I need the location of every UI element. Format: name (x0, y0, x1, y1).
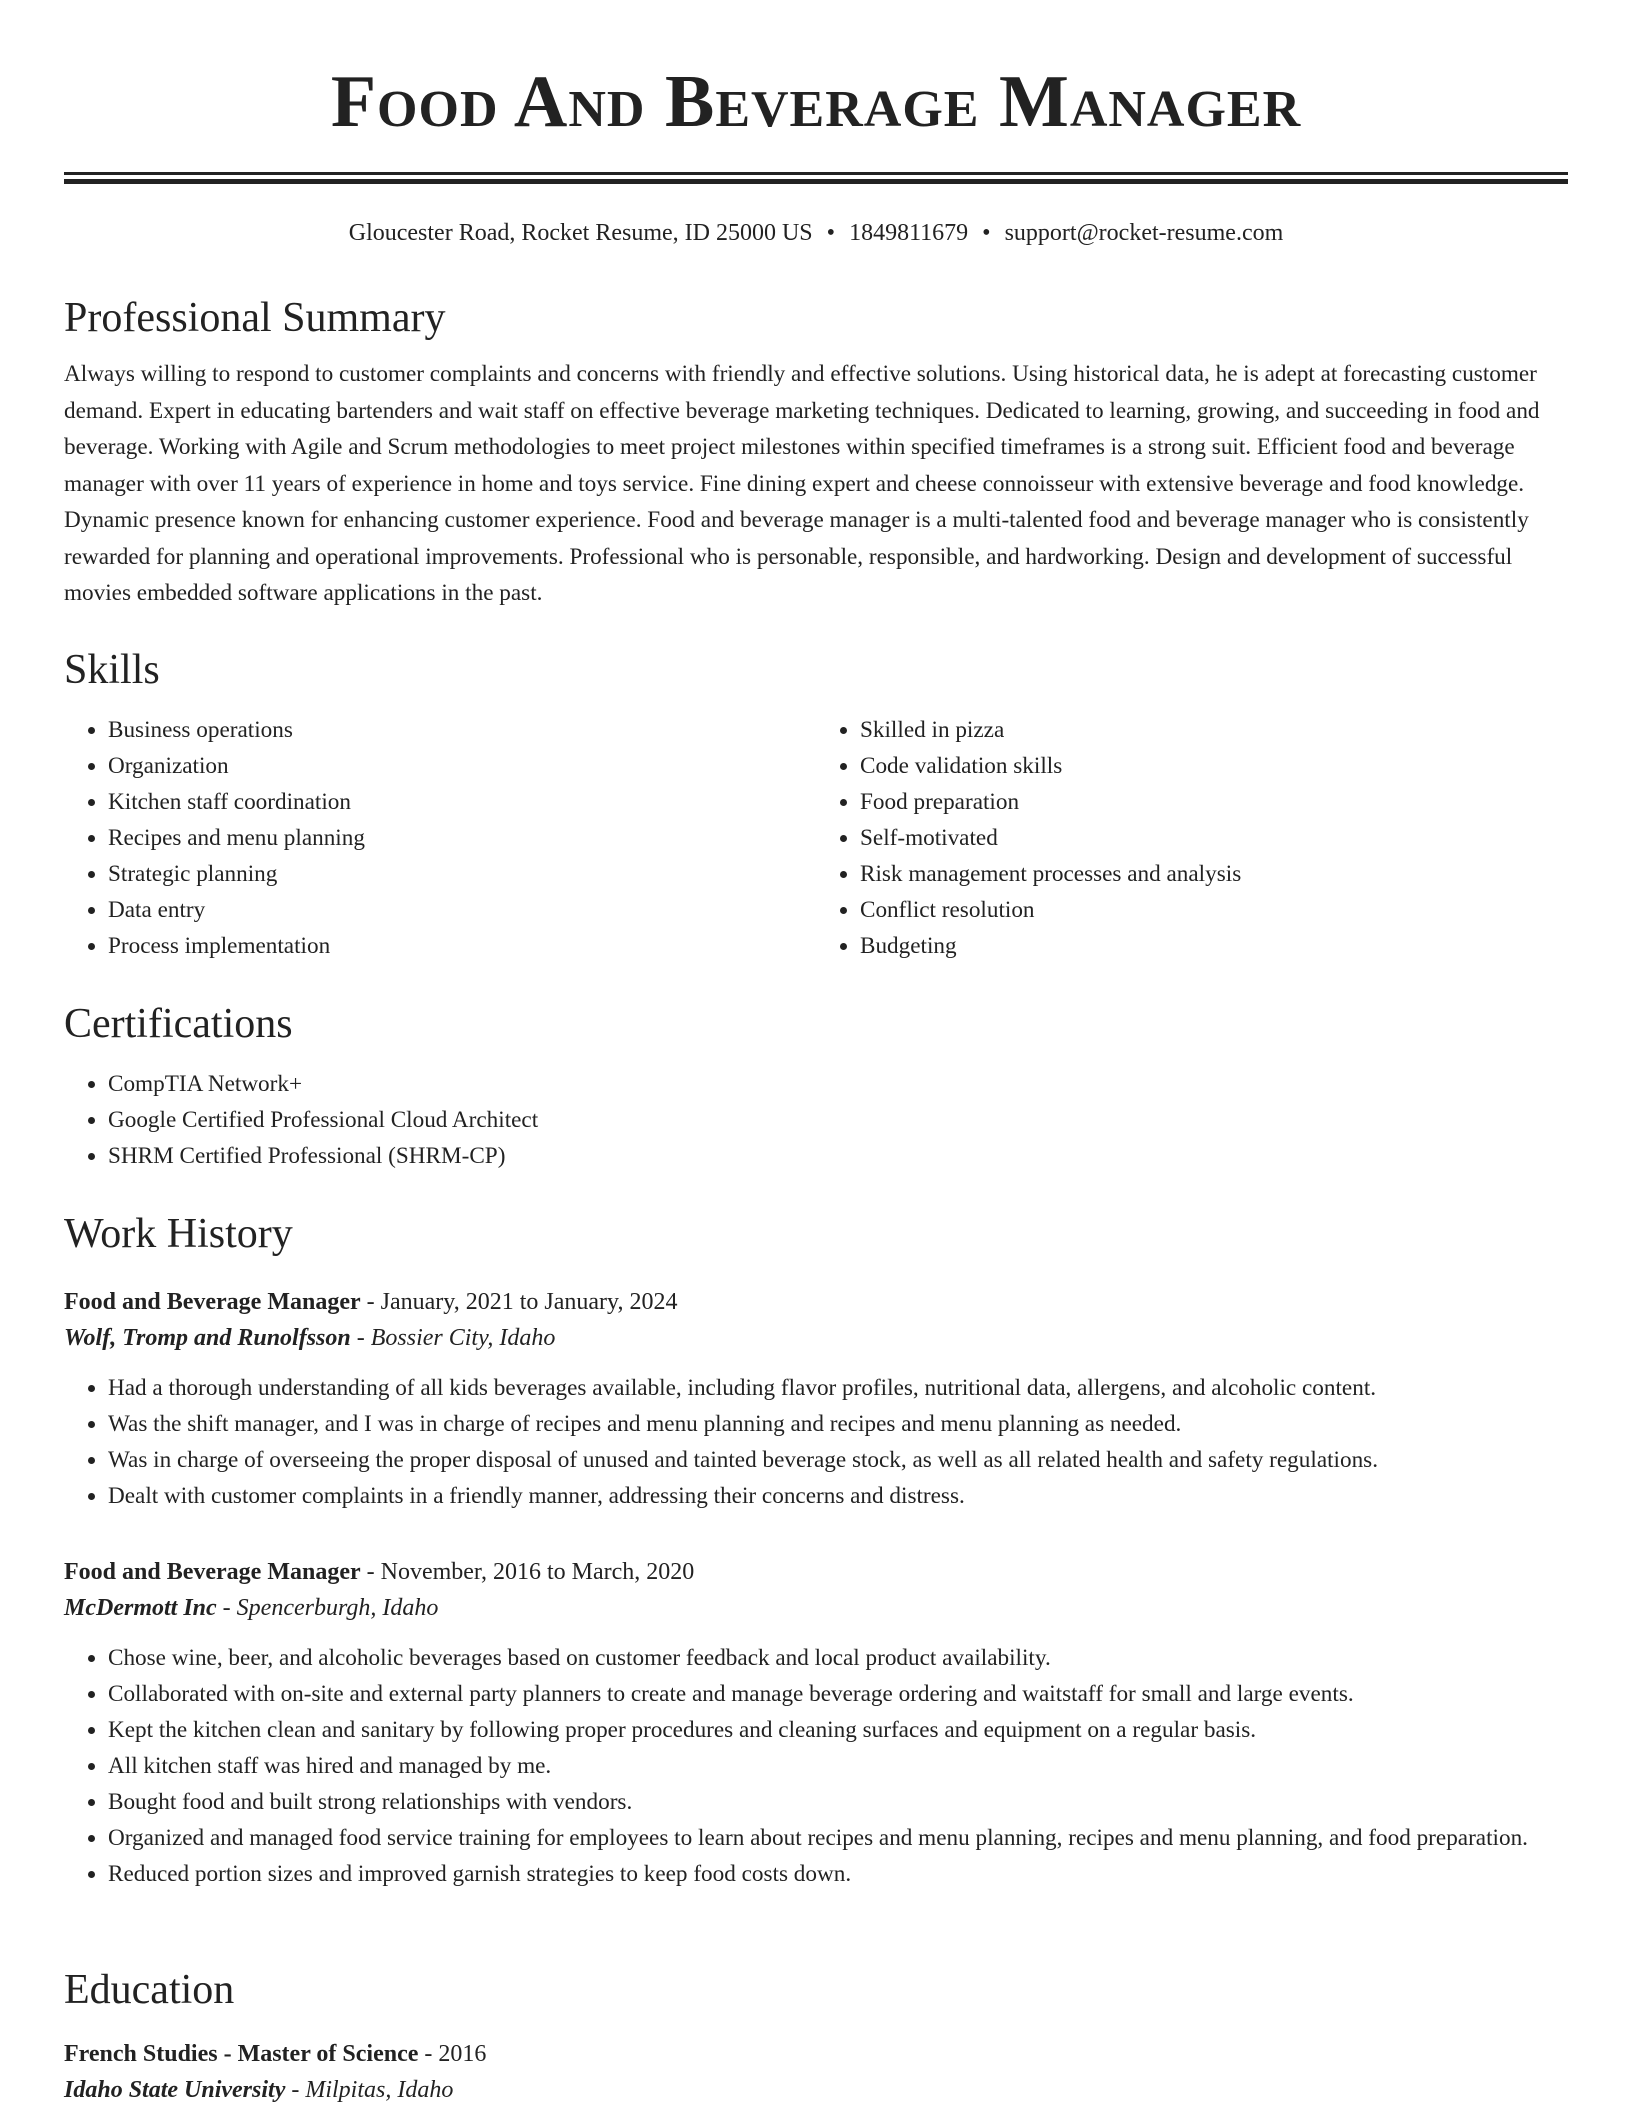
job-bullet: • Kept the kitchen clean and sanitary by following proper procedures and cleaning surfaces and equipment on a regular basis. (108, 1712, 1568, 1748)
education-degree: French Studies - Master of Science (64, 2041, 419, 2067)
title-divider (64, 172, 1568, 184)
job-title-line (64, 1554, 1568, 1590)
job-bullet: • Dealt with customer complaints in a friendly manner, addressing their concerns and distress. (108, 1478, 1568, 1514)
job-title: Food and Beverage Manager (64, 1289, 361, 1315)
contact-email[interactable]: support@rocket-resume.com (1004, 220, 1284, 246)
education-year: - 2016 (418, 2041, 487, 2067)
skills-list-right (816, 712, 1568, 964)
contact-separator: • (826, 220, 836, 246)
job-company-line (64, 1590, 1568, 1626)
job-bullet: • Was in charge of overseeing the proper disposal of unused and tainted beverage stock, as well as all related health and safety regulations. (108, 1442, 1568, 1478)
skill-item: • Budgeting (860, 928, 1568, 964)
summary-heading: Professional Summary (64, 295, 446, 341)
job-dates: - January, 2021 to January, 2024 (360, 1289, 678, 1315)
education-school: Idaho State University (64, 2077, 286, 2103)
job-bullet: • Collaborated with on-site and external party planners to create and manage beverage ordering and waitstaff for small and large events. (108, 1676, 1568, 1712)
education-location: - Milpitas, Idaho (285, 2077, 454, 2103)
certifications-section (64, 998, 1568, 1174)
skills-list-left (64, 712, 816, 964)
certification-item: • CompTIA Network+ (108, 1066, 1568, 1102)
skill-item: • Strategic planning (108, 856, 816, 892)
contact-separator: • (982, 220, 991, 246)
job-entry (64, 1284, 1568, 1514)
work-section (64, 1208, 1568, 1260)
skill-item: • Self-motivated (860, 820, 1568, 856)
skill-item: • Risk management processes and analysis (860, 856, 1568, 892)
summary-text: Always willing to respond to customer complaints and concerns with friendly and effective solutions. Using historical data, he is adept at forecasting customer demand. Expert in educating bartenders and wait staff on effective beverage marketing techniques. Dedicated to learning, growing, and succeeding in food and beverage. Working with Agile and Scrum methodologies to meet project milestones within specified timeframes is a strong suit. Efficient food and beverage manager with over 11 years of experience in home and toys service. Fine dining expert and cheese connoisseur with extensive beverage and food knowledge. Dynamic presence known for enhancing customer experience. Food and beverage manager is a multi-talented food and beverage manager who is consistently rewarded for planning and operational improvements. Professional who is personable, responsible, and hardworking. Design and development of successful movies embedded software applications in the past. (64, 361, 1540, 606)
skill-item: • Business operations (108, 712, 816, 748)
job-bullet: • Chose wine, beer, and alcoholic beverages based on customer feedback and local product availability. (108, 1640, 1568, 1676)
job-title-line (64, 1284, 1568, 1320)
contact-line (64, 218, 1568, 248)
education-school-line (64, 2072, 1568, 2108)
job-company: Wolf, Tromp and Runolfsson (64, 1325, 351, 1351)
summary-section (64, 292, 1568, 612)
job-company: McDermott Inc (64, 1595, 217, 1621)
job-location: - Bossier City, Idaho (350, 1325, 556, 1351)
skill-item: • Conflict resolution (860, 892, 1568, 928)
certification-item: • Google Certified Professional Cloud Architect (108, 1102, 1568, 1138)
education-degree-line (64, 2036, 1568, 2072)
job-company-line (64, 1320, 1568, 1356)
job-bullet: • Organized and managed food service training for employees to learn about recipes and menu planning, recipes and menu planning, and food preparation. (108, 1820, 1568, 1856)
job-location: - Spencerburgh, Idaho (216, 1595, 439, 1621)
skill-item: • Recipes and menu planning (108, 820, 816, 856)
resume-title: Food And Beverage Manager (330, 61, 1302, 143)
job-bullet: • Had a thorough understanding of all kids beverages available, including flavor profiles, nutritional data, allergens, and alcoholic content. (108, 1370, 1568, 1406)
job-title: Food and Beverage Manager (64, 1559, 361, 1585)
skill-item: • Code validation skills (860, 748, 1568, 784)
job-bullet: • Reduced portion sizes and improved garnish strategies to keep food costs down. (108, 1856, 1568, 1892)
job-bullets (64, 1370, 1568, 1514)
skill-item: • Data entry (108, 892, 816, 928)
job-bullets (64, 1640, 1568, 1892)
skill-item: • Skilled in pizza (860, 712, 1568, 748)
education-heading: Education (64, 1967, 235, 2013)
certifications-list (64, 1066, 1568, 1174)
job-dates: - November, 2016 to March, 2020 (360, 1559, 695, 1585)
certification-item: • SHRM Certified Professional (SHRM-CP) (108, 1138, 1568, 1174)
education-section (64, 1964, 1568, 2108)
contact-address: Gloucester Road, Rocket Resume, ID 25000 US (348, 220, 813, 246)
skill-item: • Process implementation (108, 928, 816, 964)
job-entry (64, 1554, 1568, 1892)
skills-columns (64, 712, 1568, 964)
contact-phone: 1849811679 (849, 220, 969, 246)
work-heading: Work History (64, 1211, 293, 1257)
skill-item: • Kitchen staff coordination (108, 784, 816, 820)
skill-item: • Organization (108, 748, 816, 784)
skills-heading: Skills (64, 647, 160, 693)
skills-section (64, 644, 1568, 964)
job-bullet: • All kitchen staff was hired and managed by me. (108, 1748, 1568, 1784)
certifications-heading: Certifications (64, 1001, 293, 1047)
job-bullet: • Was the shift manager, and I was in charge of recipes and menu planning and recipes and menu planning as needed. (108, 1406, 1568, 1442)
job-bullet: • Bought food and built strong relationships with vendors. (108, 1784, 1568, 1820)
skill-item: • Food preparation (860, 784, 1568, 820)
